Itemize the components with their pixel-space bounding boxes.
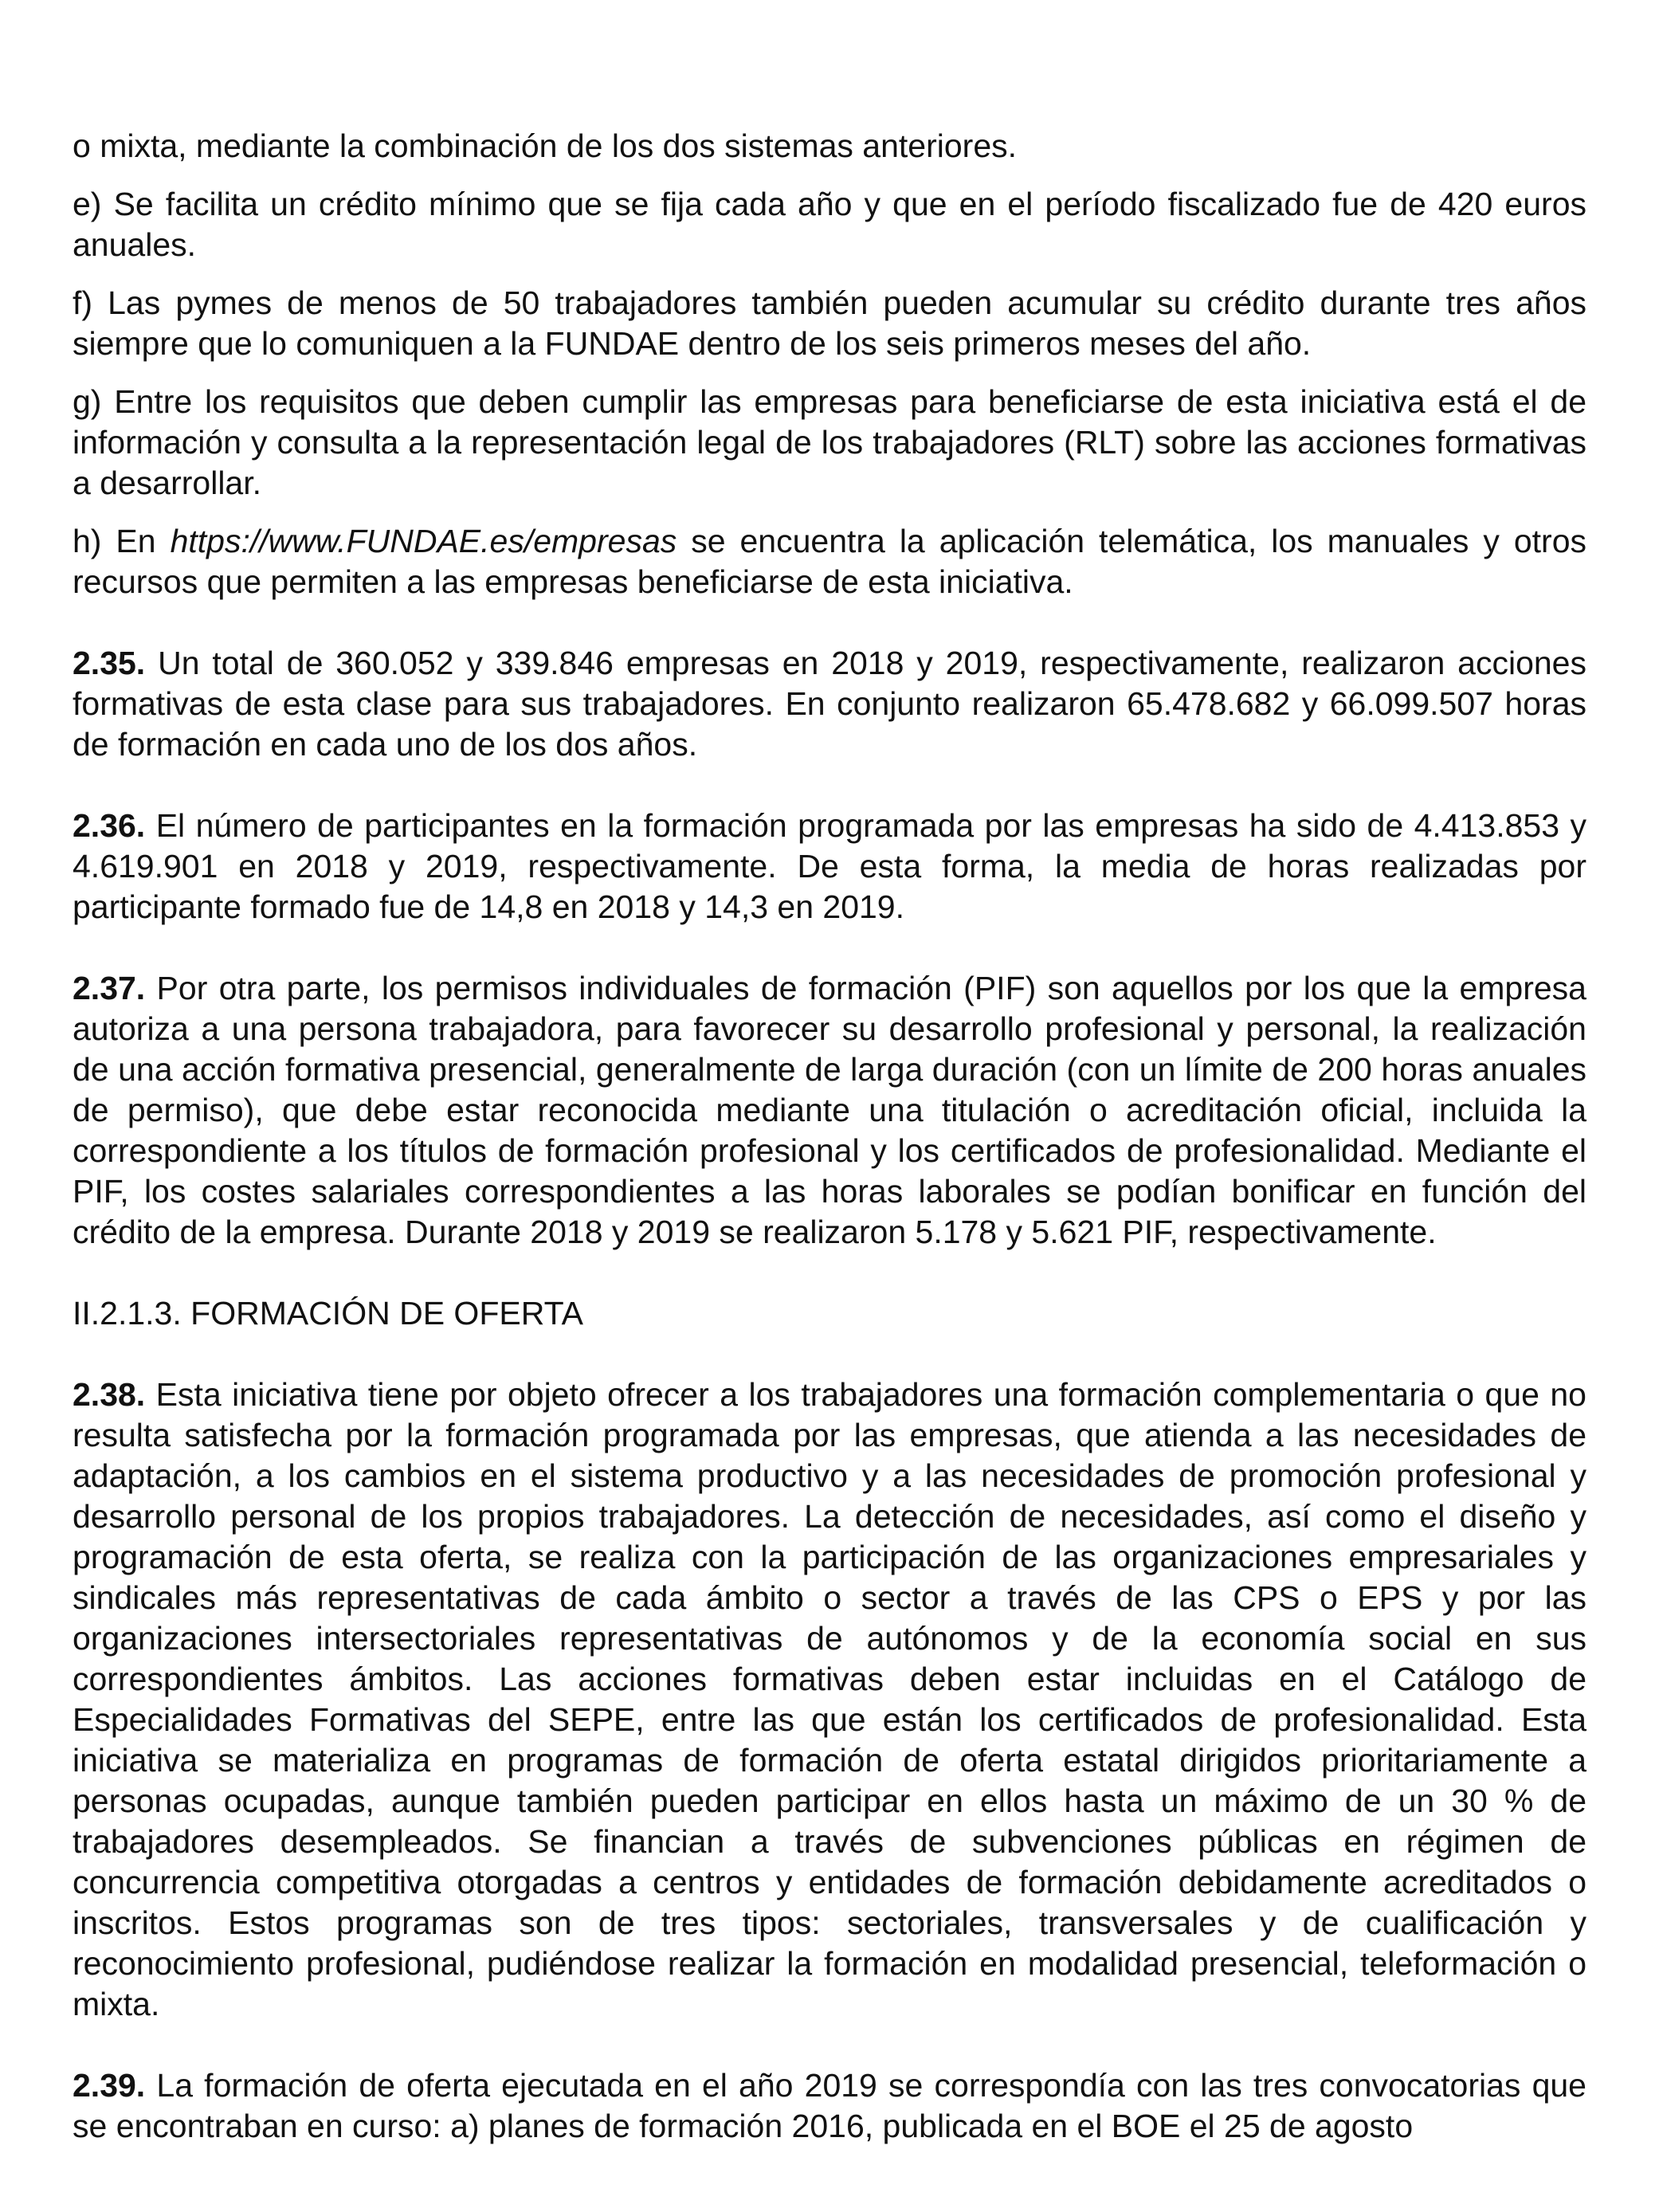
paragraph-2-36 [73, 806, 1586, 928]
list-item-h: h) En https://www.FUNDAE.es/empresas se encuentra la aplicación telemática, los manuales y otros recursos que permiten a las empresas beneficiarse de esta iniciativa. [73, 523, 1586, 600]
list-item-f: f) Las pymes de menos de 50 trabajadores también pueden acumular su crédito durante tres años siempre que lo comuniquen a la FUNDAE dentro de los seis primeros meses del año. [73, 284, 1586, 362]
paragraph-2-38 [73, 1375, 1586, 2025]
paragraph-number: 2.35. [73, 645, 146, 681]
paragraph-number: 2.37. [73, 970, 146, 1006]
paragraph-text: Por otra parte, los permisos individuales de formación (PIF) son aquellos por los que la empresa autoriza a una persona trabajadora, para favorecer su desarrollo profesional y personal, la realización de una acción formativa presencial, generalmente de larga duración (con un límite de 200 horas anuales de permiso), que debe estar reconocida mediante una titulación o acreditación oficial, incluida la correspondiente a los títulos de formación profesional y los certificados de profesionalidad. Mediante el PIF, los costes salariales correspondientes a las horas laborales se podían bonificar en función del crédito de la empresa. Durante 2018 y 2019 se realizaron 5.178 y 5.621 PIF, respectivamente. [73, 970, 1586, 1250]
paragraph-text: El número de participantes en la formación programada por las empresas ha sido de 4.413.853 y 4.619.901 en 2018 y 2019, respectivamente. De esta forma, la media de horas realizadas por participante formado fue de 14,8 en 2018 y 14,3 en 2019. [73, 807, 1586, 925]
paragraph-number: 2.38. [73, 1376, 146, 1413]
list-item-g: g) Entre los requisitos que deben cumplir las empresas para beneficiarse de esta iniciativa está el de información y consulta a la representación legal de los trabajadores (RLT) sobre las acciones formativas a desarrollar. [73, 383, 1586, 501]
paragraph-text: Un total de 360.052 y 339.846 empresas en 2018 y 2019, respectivamente, realizaron acciones formativas de esta clase para sus trabajadores. En conjunto realizaron 65.478.682 y 66.099.507 horas de formación en cada uno de los dos años. [73, 645, 1586, 763]
section-heading: II.2.1.3. FORMACIÓN DE OFERTA [73, 1295, 583, 1332]
paragraph-2-37 [73, 968, 1586, 1253]
document-page [73, 126, 1586, 2147]
paragraph-number: 2.36. [73, 807, 146, 844]
paragraph-text: Esta iniciativa tiene por objeto ofrecer a los trabajadores una formación complementaria o que no resulta satisfecha por la formación programada por las empresas, que atienda a las necesidades de adaptación, a los cambios en el sistema productivo y a las necesidades de promoción profesional y desarrollo personal de los propios trabajadores. La detección de necesidades, así como el diseño y programación de esta oferta, se realiza con la participación de las organizaciones empresariales y sindicales más representativas de cada ámbito o sector a través de las CPS o EPS y por las organizaciones intersectoriales representativas de autónomos y de la economía social en sus correspondientes ámbitos. Las acciones formativas deben estar incluidas en el Catálogo de Especialidades Formativas del SEPE, entre las que están los certificados de profesionalidad. Esta iniciativa se materializa en programas de formación de oferta estatal dirigidos prioritariamente a personas ocupadas, aunque también pueden participar en ellos hasta un máximo de un 30 % de trabajadores desempleados. Se financian a través de subvenciones públicas en régimen de concurrencia competitiva otorgadas a centros y entidades de formación debidamente acreditados o inscritos. Estos programas son de tres tipos: sectoriales, transversales y de cualificación y reconocimiento profesional, pudiéndose realizar la formación en modalidad presencial, teleformación o mixta. [73, 1376, 1586, 2022]
paragraph-number: 2.39. [73, 2067, 146, 2104]
paragraph-text: La formación de oferta ejecutada en el año 2019 se correspondía con las tres convocatorias que se encontraban en curso: a) planes de formación 2016, publicada en el BOE el 25 de agosto [73, 2067, 1586, 2144]
paragraph-2-35 [73, 643, 1586, 765]
list-item-e: e) Se facilita un crédito mínimo que se fija cada año y que en el período fiscalizado fue de 420 euros anuales. [73, 186, 1586, 263]
list-item-continuation: o mixta, mediante la combinación de los dos sistemas anteriores. [73, 127, 1018, 164]
fundae-url-link[interactable]: https://www.FUNDAE.es/empresas [170, 523, 677, 559]
paragraph-2-39 [73, 2065, 1586, 2147]
